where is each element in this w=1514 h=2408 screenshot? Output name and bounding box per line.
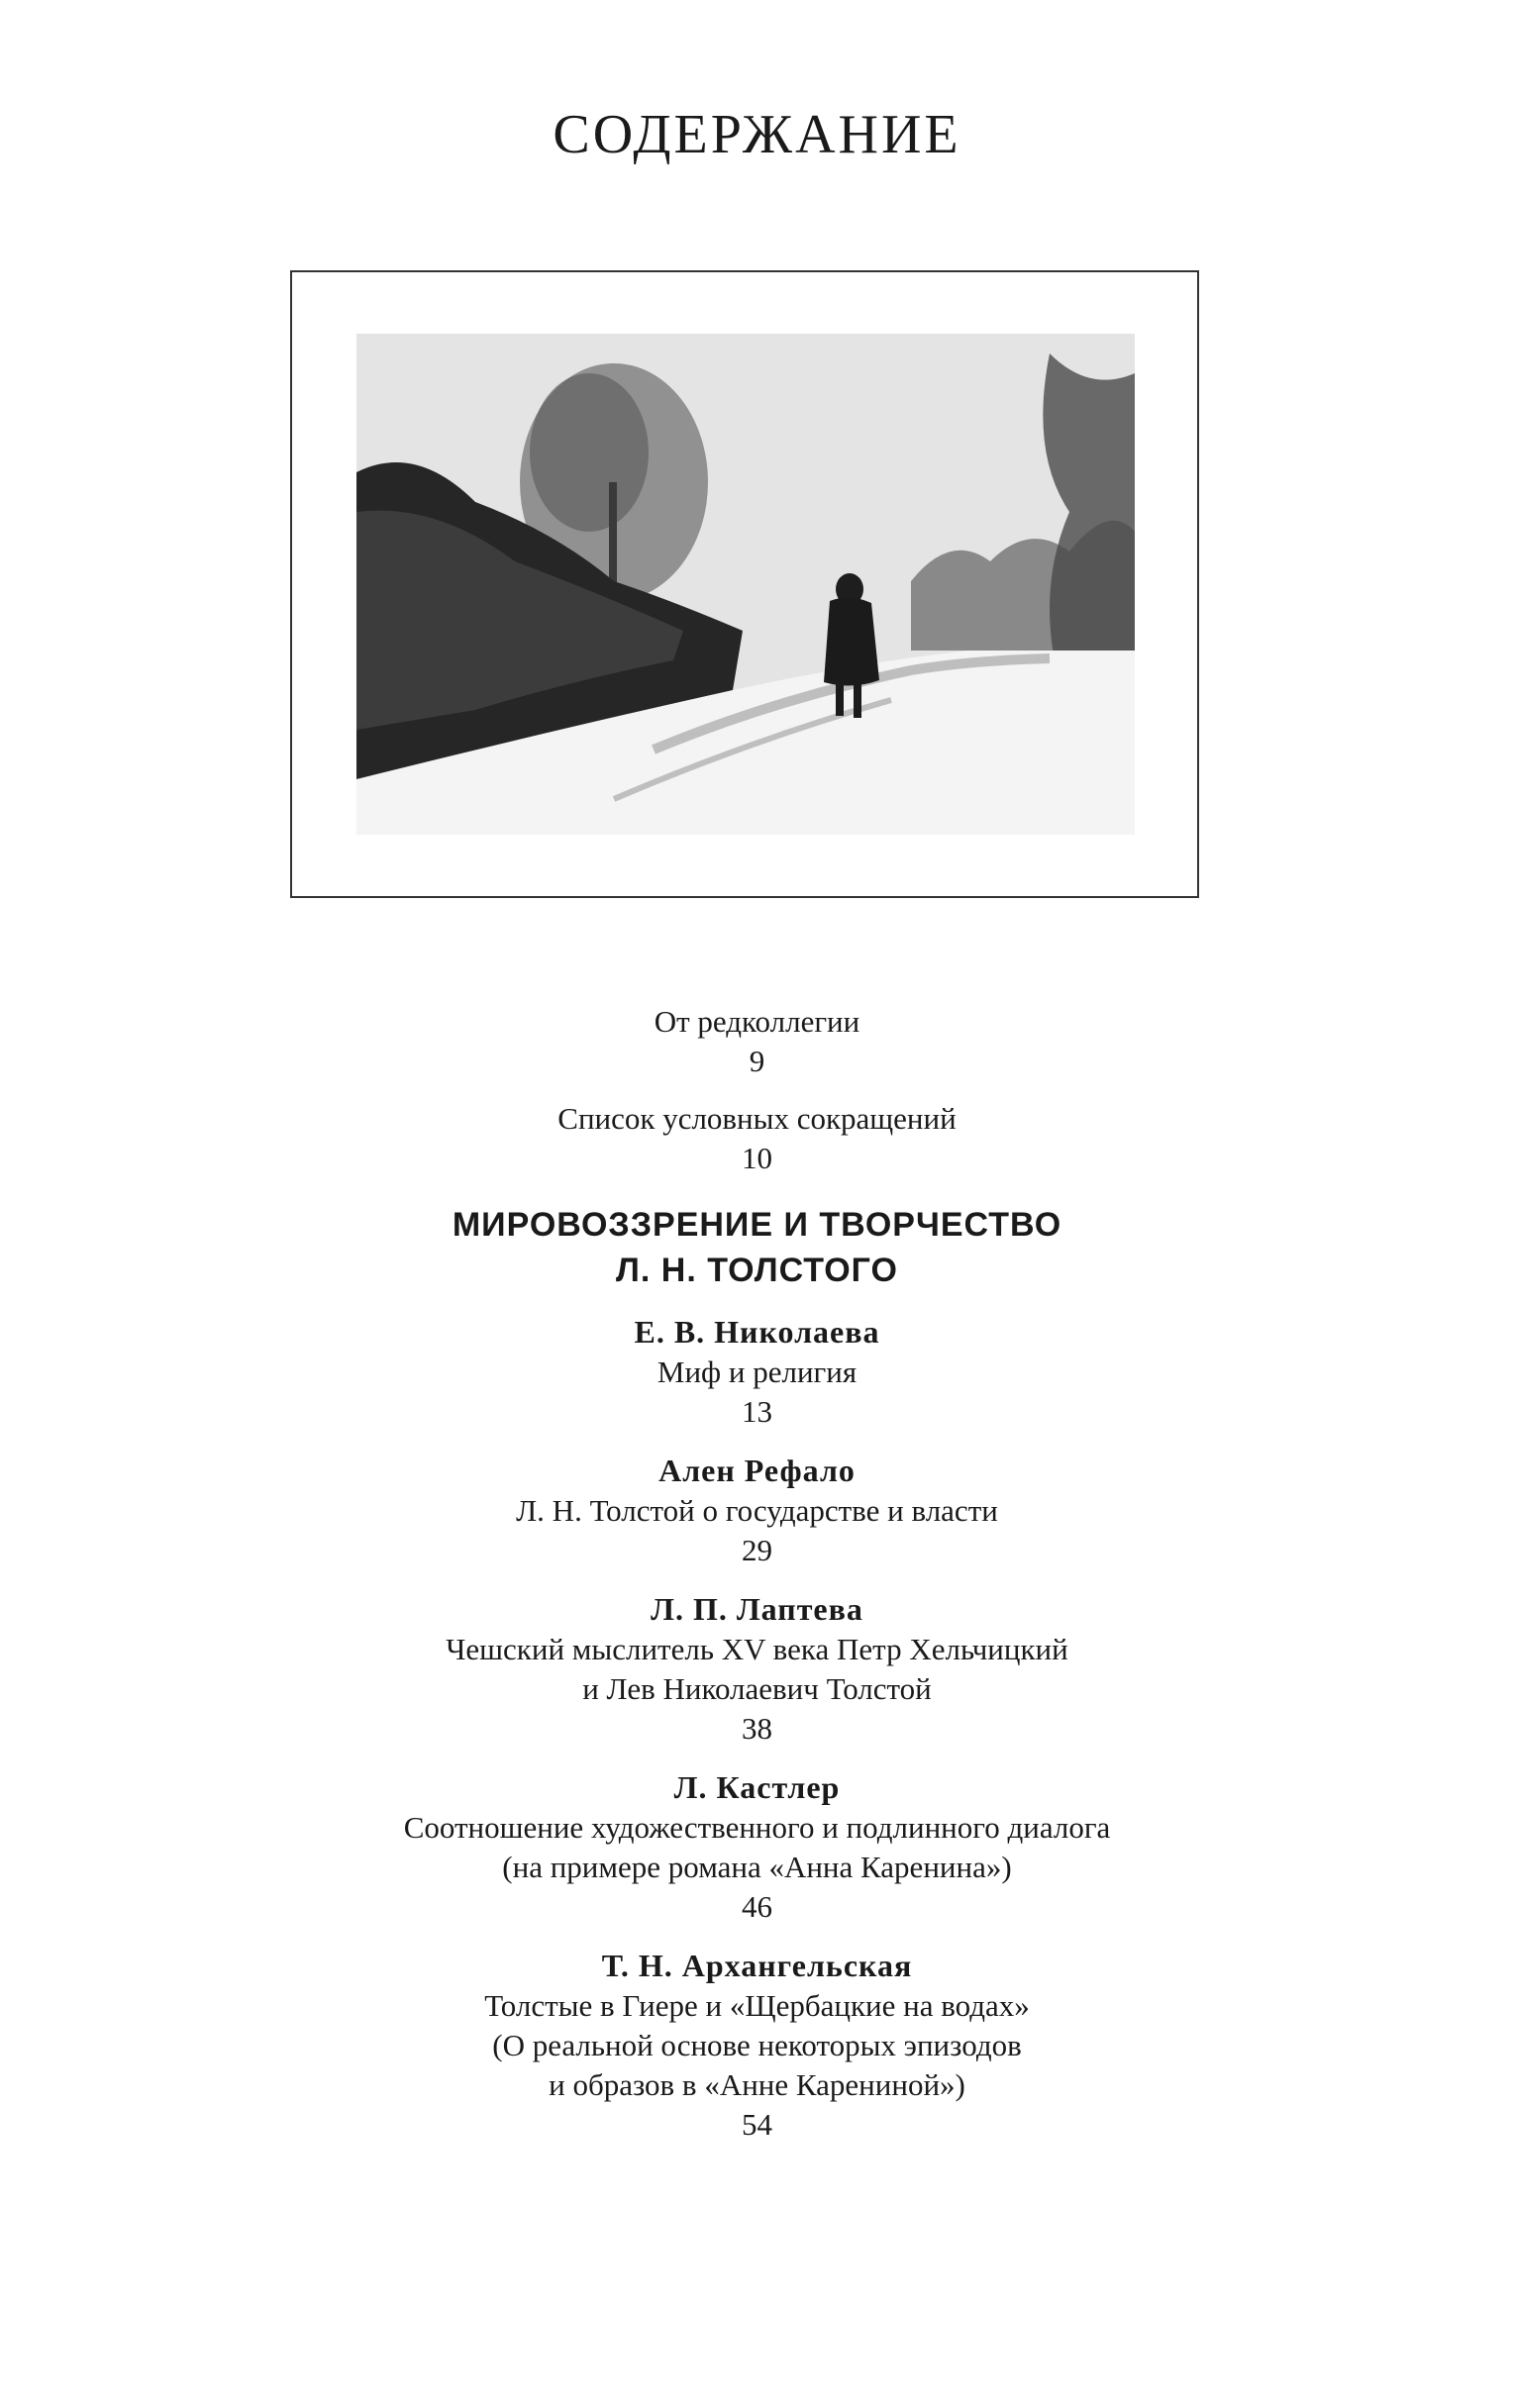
toc-entry xyxy=(0,1450,1514,1570)
toc-entry-title: Толстые в Гиере и «Щербацкие на водах» xyxy=(484,1988,1030,2023)
toc-entry-title: Л. Н. Толстой о государстве и власти xyxy=(516,1493,998,1528)
toc-entry-page: 38 xyxy=(742,1711,772,1746)
page-title: СОДЕРЖАНИЕ xyxy=(553,104,961,165)
toc-entry-preface xyxy=(0,1002,1514,1081)
toc-entry-page: 13 xyxy=(742,1394,772,1429)
winter-landscape-illustration xyxy=(356,334,1135,835)
toc-entry-author: Е. В. Николаева xyxy=(634,1314,880,1350)
toc-entry-title: (О реальной основе некоторых эпизодов xyxy=(492,2028,1022,2062)
toc-entry xyxy=(0,1945,1514,2145)
toc-entry-page: 46 xyxy=(742,1889,772,1924)
toc-entry-page: 10 xyxy=(742,1141,772,1175)
toc-entry-title: От редколлегии xyxy=(654,1004,860,1039)
toc-entry xyxy=(0,1766,1514,1927)
toc-entry-title: и Лев Николаевич Толстой xyxy=(582,1671,932,1706)
photo-frame xyxy=(290,270,1199,898)
toc-entry-title: Чешский мыслитель XV века Петр Хельчицкий xyxy=(446,1632,1068,1666)
toc-entry-page: 9 xyxy=(749,1044,765,1078)
section-heading-line: МИРОВОЗЗРЕНИЕ И ТВОРЧЕСТВО xyxy=(452,1206,1062,1244)
toc-entry-title: Список условных сокращений xyxy=(557,1101,957,1136)
toc-entry-title: Соотношение художественного и подлинного диалога xyxy=(403,1810,1111,1845)
toc-entry-author: Л. П. Лаптева xyxy=(651,1591,863,1627)
toc-entry-page: 54 xyxy=(742,2107,772,2142)
toc-entry-author: Л. Кастлер xyxy=(673,1769,841,1805)
toc-entry-title: и образов в «Анне Карениной») xyxy=(549,2067,965,2102)
toc-entry-title: Миф и религия xyxy=(656,1354,858,1389)
toc-entry-author: Т. Н. Архангельская xyxy=(601,1948,913,1983)
toc-entry-page: 29 xyxy=(742,1533,772,1567)
toc-entry-title: (на примере романа «Анна Каренина») xyxy=(502,1850,1012,1884)
toc-entry xyxy=(0,1588,1514,1749)
toc-entry xyxy=(0,1311,1514,1432)
toc-entry-author: Ален Рефало xyxy=(658,1453,856,1488)
section-heading-line: Л. Н. ТОЛСТОГО xyxy=(616,1252,898,1289)
toc-entry-abbreviations xyxy=(0,1099,1514,1178)
winter-landscape-photo xyxy=(356,334,1135,835)
table-of-contents xyxy=(0,1002,1514,2162)
section-heading xyxy=(0,1202,1514,1293)
